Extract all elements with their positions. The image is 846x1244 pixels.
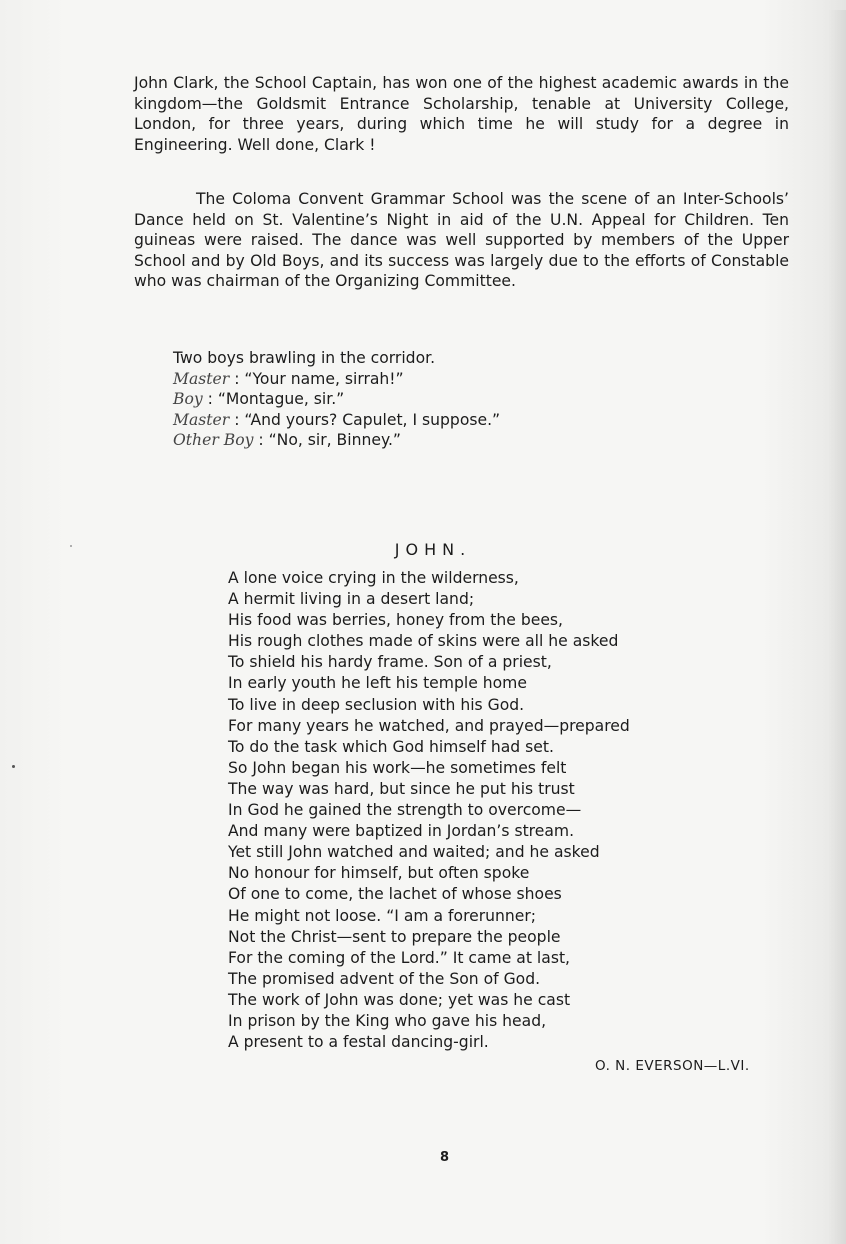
poem-line: So John began his work—he sometimes felt (228, 758, 567, 777)
dialogue-speaker: Master (173, 410, 230, 429)
poem-line: In God he gained the strength to overcome— (228, 801, 582, 820)
dialogue-intro: Two boys brawling in the corridor. (173, 349, 436, 367)
poem-line: To do the task which God himself had set. (228, 737, 554, 756)
dialogue-line (173, 410, 500, 431)
poem-line: A lone voice crying in the wilderness, (228, 569, 519, 587)
poem-line: A hermit living in a desert land; (228, 590, 475, 609)
dialogue-line (173, 369, 500, 390)
dialogue-text: : “Montague, sir.” (207, 390, 345, 408)
poem-line: The work of John was done; yet was he cast (228, 990, 571, 1009)
poem-body (228, 568, 630, 1053)
poem-line: Not the Christ—sent to prepare the people (228, 927, 561, 946)
poem-line: He might not loose. “I am a forerunner; (228, 906, 537, 925)
dialogue-text: : “Your name, sirrah!” (234, 369, 404, 388)
dialogue-line (173, 430, 500, 451)
page-edge-shadow (828, 10, 846, 1244)
dialogue-line (173, 389, 500, 410)
poem-line: Yet still John watched and waited; and he asked (228, 843, 600, 862)
poem-line: His food was berries, honey from the bees, (228, 611, 564, 630)
poem-line: To live in deep seclusion with his God. (228, 695, 525, 714)
news-paragraph-scholarship: John Clark, the School Captain, has won one of the highest academic awards in the kingdom—the Goldsmit Entrance Scholarship, tenable at University College, London, for three years, during which time he will study for a degree in Engineering. Well done, Clark ! (134, 74, 789, 154)
poem-line: A present to a festal dancing-girl. (228, 1033, 489, 1052)
page-number: 8 (440, 1150, 450, 1165)
dialogue-speaker: Other Boy (173, 431, 254, 449)
poem-line: The promised advent of the Son of God. (228, 969, 541, 988)
dialogue-speaker: Master (173, 369, 230, 388)
news-paragraph-dance: The Coloma Convent Grammar School was the scene of an Inter-Schools’ Dance held on St. Valentine’s Night in aid of the U.N. Appeal for Children. Ten guineas were raised. The dance was well supported by members of the Upper School and by Old Boys, and its success was largely due to the efforts of Constable who was chairman of the Organizing Committee. (134, 190, 789, 290)
poem-title: JOHN. (394, 540, 472, 559)
poem-line: The way was hard, but since he put his trust (228, 779, 575, 798)
poem-line: For many years he watched, and prayed—prepared (228, 716, 630, 735)
dialogue-text: : “And yours? Capulet, I suppose.” (234, 410, 501, 429)
poem-line: And many were baptized in Jordan’s stream. (228, 822, 575, 841)
dialogue-anecdote (173, 348, 500, 451)
dialogue-text: : “No, sir, Binney.” (258, 431, 401, 449)
poem-line: Of one to come, the lachet of whose shoes (228, 885, 562, 904)
poem-line: In early youth he left his temple home (228, 674, 527, 693)
poem-line: To shield his hardy frame. Son of a priest, (228, 653, 552, 672)
poem-line: His rough clothes made of skins were all he asked (228, 632, 619, 651)
poem-line: For the coming of the Lord.” It came at last, (228, 948, 571, 967)
poem-line: No honour for himself, but often spoke (228, 864, 530, 883)
poem-line: In prison by the King who gave his head, (228, 1011, 547, 1030)
poem-author: O. N. EVERSON—L.VI. (595, 1058, 750, 1074)
ink-speck (12, 765, 15, 768)
dialogue-speaker: Boy (173, 390, 203, 408)
